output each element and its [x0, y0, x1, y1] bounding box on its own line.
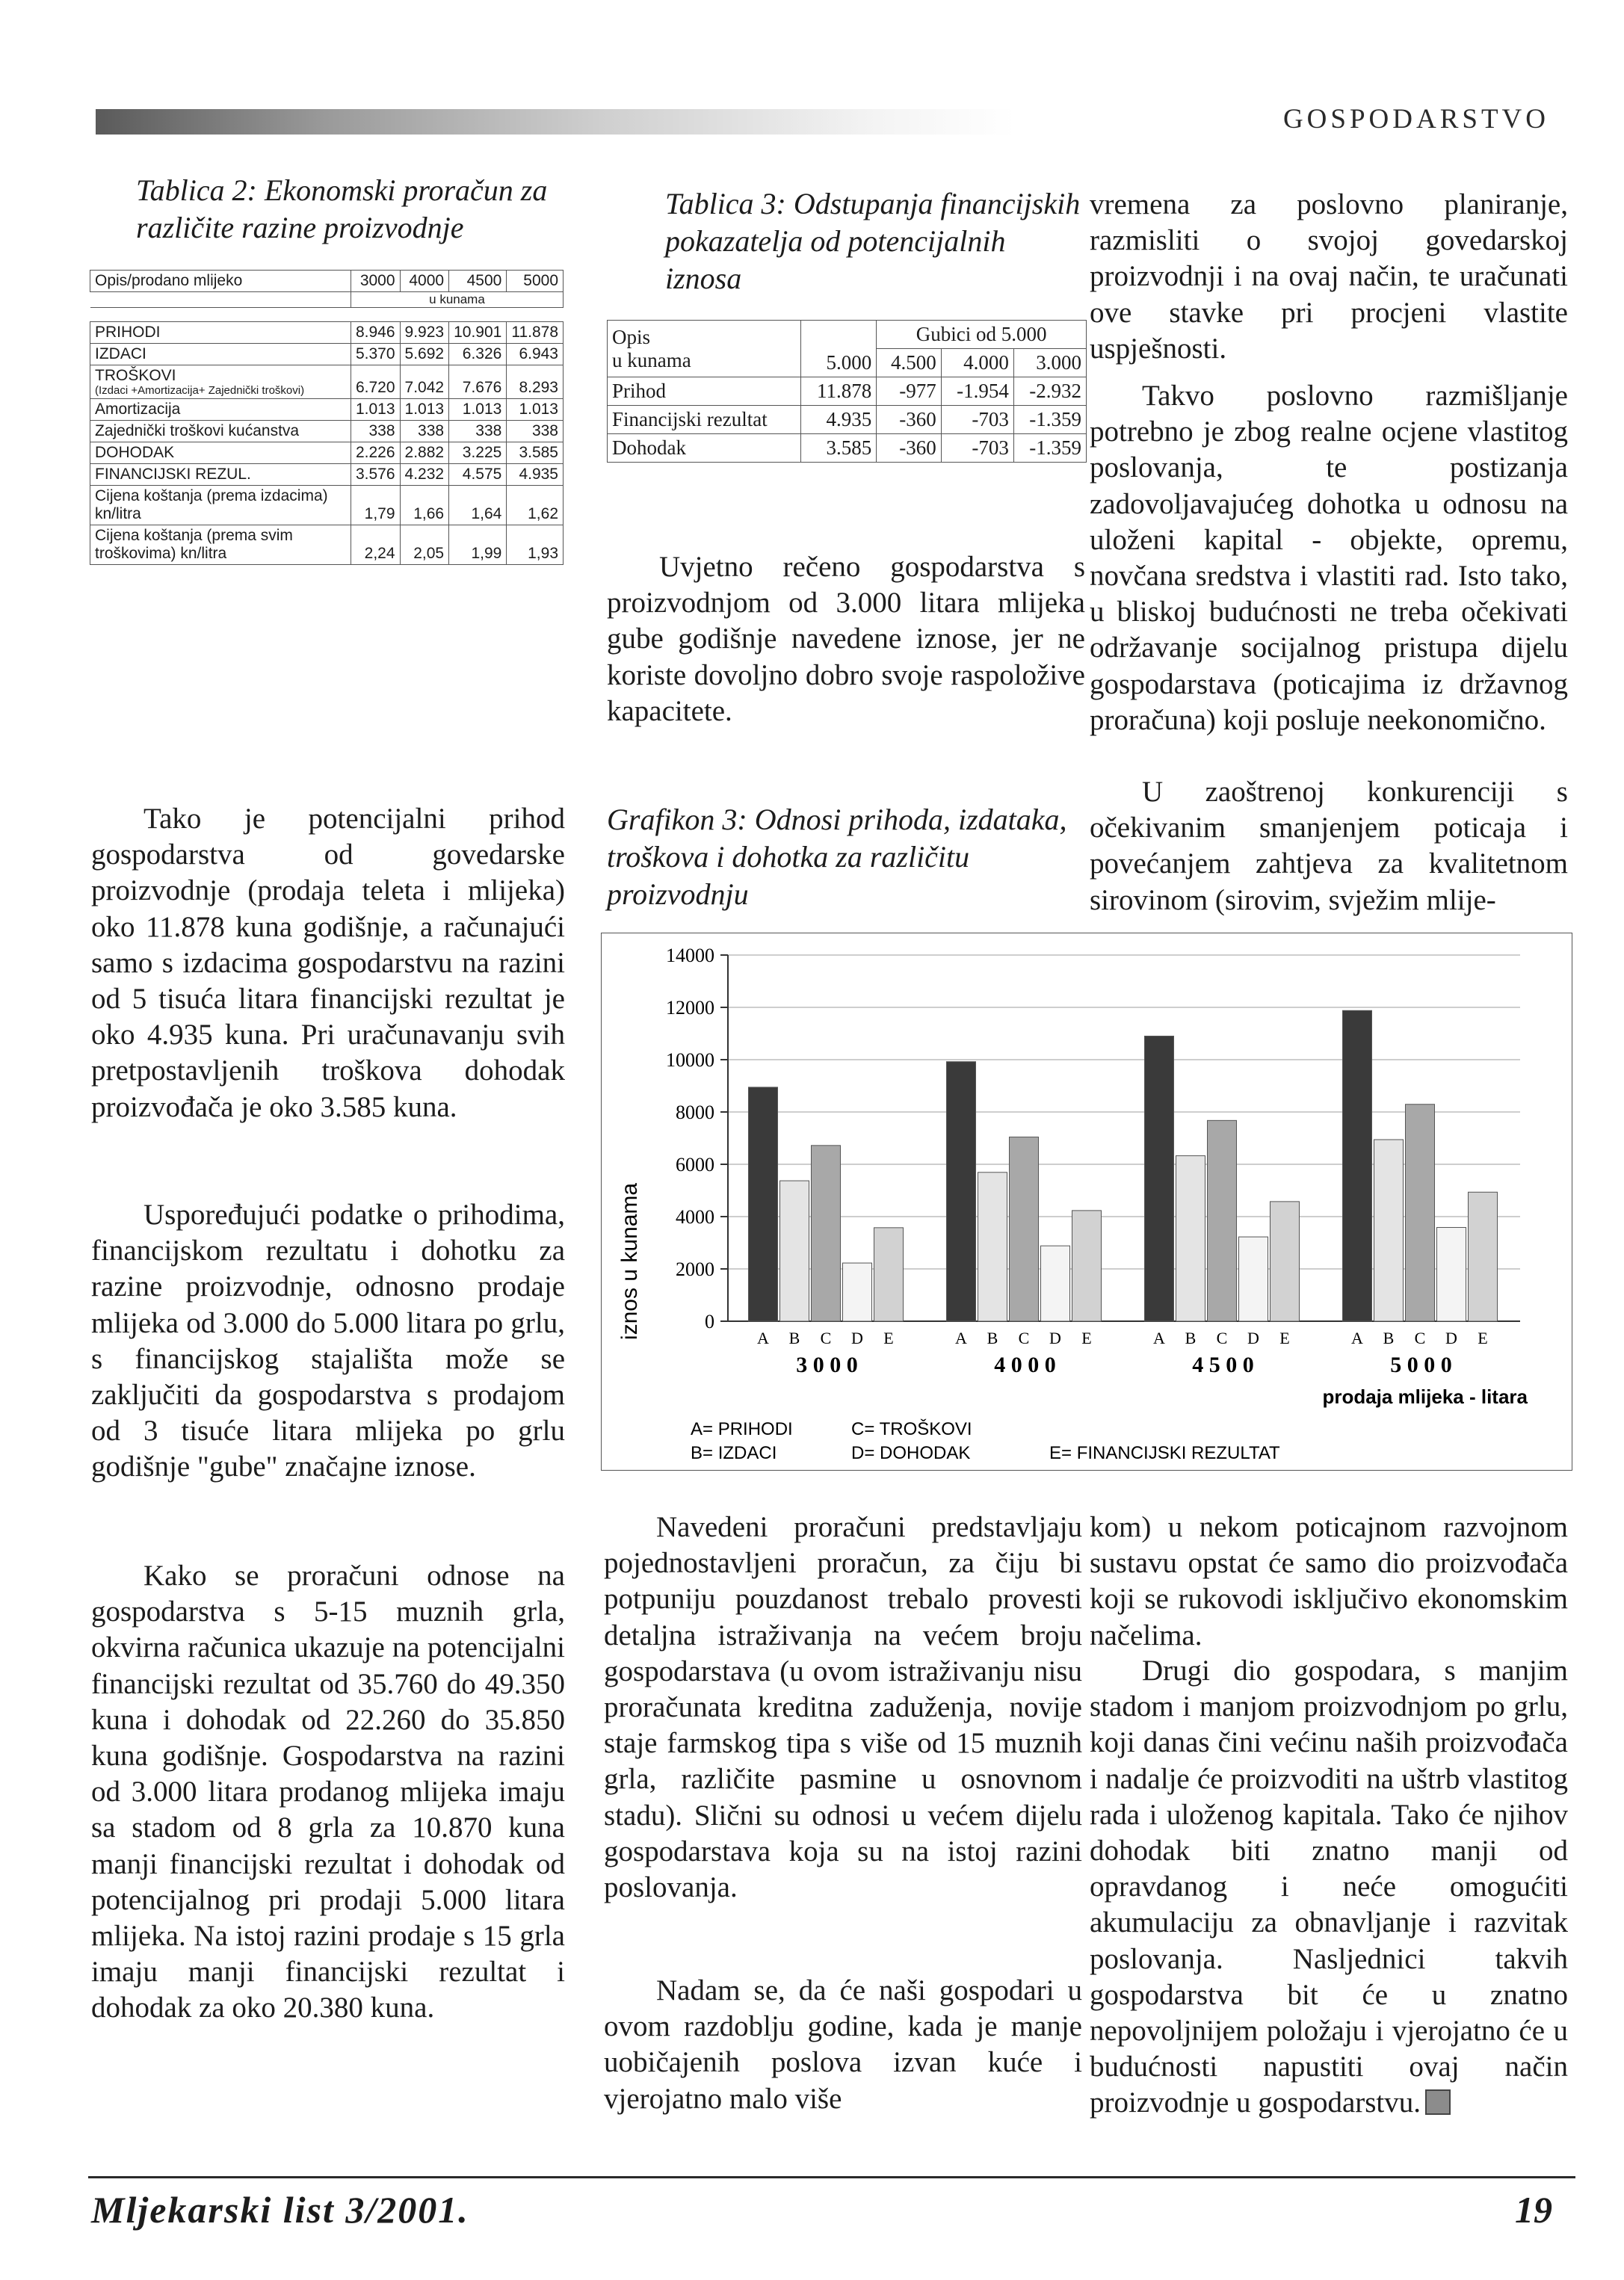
cell: -2.932 [1013, 377, 1086, 406]
bar-a [1145, 1036, 1174, 1321]
group-label: 4 5 0 0 [1192, 1353, 1254, 1377]
bar-letter: C [1414, 1329, 1426, 1347]
cell: -1.359 [1013, 434, 1086, 463]
journal-name: Mljekarski list 3/2001. [91, 2189, 469, 2231]
table-row [90, 525, 564, 565]
row-label: Cijena koštanja (prema izdacima) kn/litra [90, 486, 351, 525]
cell: 1.013 [400, 399, 449, 421]
table2-unit: u kunama [351, 292, 563, 308]
table3-unit-label: u kunama [612, 348, 691, 371]
legend-d: D= DOHODAK [851, 1443, 971, 1463]
cell: 3.576 [351, 464, 400, 486]
group-label: 4 0 0 0 [994, 1353, 1056, 1377]
bar-b [1374, 1140, 1404, 1321]
table3-head-opis [608, 321, 801, 377]
col2-paragraph-2: Navedeni proračuni predstavljaju pojednostavljeni proračun, za čiju bi potpuniju pouzdanost trebalo provesti detaljna istraživanja na većem broju gospodarstava (u ovom istraživanju nisu proračunata kreditna zaduženja, novije staje farmskog tipa s više od 15 muznih grla, različite pasmine u osnovnom stadu). Slični su odnosi u većem dijelu gospodarstava koja su na istoj razini poslovanja. [604, 1511, 1082, 1904]
bar-b [780, 1181, 809, 1321]
row-label: Cijena koštanja (prema svim troškovima) kn/litra [90, 525, 351, 565]
table2 [90, 270, 564, 565]
row-label: PRIHODI [90, 322, 351, 344]
bar-letter: C [1018, 1329, 1030, 1347]
table3-caption: Tablica 3: Odstupanja financijskih pokazatelja od potencijalnih iznosa [665, 187, 1081, 295]
table-row [608, 434, 1087, 463]
row-label [90, 365, 351, 399]
chart-caption: Grafikon 3: Odnosi prihoda, izdataka, troškova i dohotka za različitu proizvodnju [607, 803, 1067, 911]
cell: 4.935 [801, 406, 877, 434]
legend-b: B= IZDACI [691, 1443, 777, 1463]
y-tick-label: 2000 [676, 1258, 714, 1280]
group-label: 5 0 0 0 [1390, 1353, 1452, 1377]
table2-head-label: Opis/prodano mlijeko [90, 271, 351, 292]
cell: 2.882 [400, 442, 449, 464]
bar-letter: C [1216, 1329, 1228, 1347]
bar-letter: A [757, 1329, 769, 1347]
cell: 11.878 [801, 377, 877, 406]
y-tick-label: 12000 [666, 997, 714, 1019]
col3-paragraph-3: U zaoštrenoj konkurenciji s očekivanim smanjenjem poticaja i povećanjem zahtjeva za kvalitetnom sirovinom (sirovim, svježim mlije- [1090, 776, 1568, 916]
cell: 5.370 [351, 344, 400, 365]
page-number: 19 [1515, 2189, 1552, 2231]
bar-letter: C [820, 1329, 832, 1347]
bar-letter: E [1478, 1329, 1488, 1347]
cell: 338 [507, 421, 564, 442]
cell: 1.013 [507, 399, 564, 421]
bar-d [843, 1263, 872, 1321]
cell: -360 [877, 434, 942, 463]
table-row [90, 442, 564, 464]
cell: 7.676 [449, 365, 507, 399]
cell: 3.225 [449, 442, 507, 464]
row-label: Dohodak [608, 434, 801, 463]
col3-paragraph-5-text: Drugi dio gospodara, s manjim stadom i manjom proizvodnjom po grlu, koji danas čini većinu naših proizvođača i nadalje će proizvoditi na uštrb vlastitog rada i uloženog kapitala. Tako će njihov dohodak biti znatno manji od opravdanog i neće omogućiti akumulaciju za obnavljanje i razvitak poslovanja. Nasljednici takvih gospodarstva bit će u znatno nepovoljnijem položaju i vjerojatno će u budućnosti napustiti ovaj način proizvodnje u gospodarstvu. [1090, 1655, 1568, 2119]
table2-head-col: 4000 [400, 271, 449, 292]
bar-c [1406, 1105, 1435, 1321]
row-label: Financijski rezultat [608, 406, 801, 434]
table-row [90, 322, 564, 344]
cell: 1,93 [507, 525, 564, 565]
table3-subcol: 4.000 [941, 349, 1013, 377]
col3-paragraph-2: Takvo poslovno razmišljanje potrebno je zbog realne ocjene vlastitog poslovanja, te postizanja zadovoljavajućeg dohotka u odnosu na uloženi kapital - objekte, opremu, novčana sredstva i vlastiti rad. Isto tako, u bliskoj budućnosti ne treba očekivati održavanje socijalnog pristupa dijelu gospodarstava (poticajima iz državnog proračuna) koji posluje neekonomično. [1090, 380, 1568, 736]
cell: -703 [941, 434, 1013, 463]
col1-paragraph-2: Uspoređujući podatke o prihodima, financijskom rezultatu i dohotku za razine proizvodnje, odnosno prodaje mlijeka od 3.000 do 5.000 litara po grlu, s financijskog stajališta može se zaključiti da gospodarstva s prodajom od 3 tisuće litara mlijeka po grlu godišnje "gube" značajne iznose. [91, 1199, 565, 1483]
legend-e: E= FINANCIJSKI REZULTAT [1049, 1443, 1280, 1463]
cell: 4.935 [507, 464, 564, 486]
cell: 338 [351, 421, 400, 442]
table3-subcol: 4.500 [877, 349, 942, 377]
y-tick-label: 14000 [666, 945, 714, 966]
cell: 3.585 [801, 434, 877, 463]
bar-d [1239, 1237, 1268, 1321]
bar-chart [601, 933, 1572, 1471]
col1-paragraph-3: Kako se proračuni odnose na gospodarstva s 5-15 muznih grla, okvirna računica ukazuje na potencijalni financijski rezultat od 35.760 do 49.350 kuna i dohodak od 22.260 do 35.850 kuna godišnje. Gospodarstva na razini od 3.000 litara prodanog mlijeka imaju sa stadom od 8 grla za 10.870 kuna manji financijski rezultat i dohodak od potencijalnog pri prodaji 5.000 litara mlijeka. Na istoj razini prodaje s 15 grla imaju manji financijski rezultat i dohodak za oko 20.380 kuna. [91, 1560, 565, 2024]
bar-b [1176, 1156, 1205, 1321]
chart-ylabel: iznos u kunama [617, 1182, 642, 1341]
cell: -703 [941, 406, 1013, 434]
row-label: DOHODAK [90, 442, 351, 464]
table-row [90, 399, 564, 421]
bar-letter: A [955, 1329, 967, 1347]
chart-xlabel: prodaja mlijeka - litara [1322, 1385, 1528, 1408]
bar-letter: B [987, 1329, 998, 1347]
bar-letter: E [1081, 1329, 1092, 1347]
row-label: Prihod [608, 377, 801, 406]
bar-letter: E [1279, 1329, 1290, 1347]
table2-caption: Tablica 2: Ekonomski proračun za različite razine proizvodnje [136, 173, 548, 244]
group-label: 3 0 0 0 [796, 1353, 858, 1377]
col3-paragraph-5 [1090, 1653, 1568, 2122]
cell: 8.293 [507, 365, 564, 399]
bar-letter: D [851, 1329, 863, 1347]
table3-gubici-header: Gubici od 5.000 [877, 321, 1087, 349]
bar-a [1343, 1010, 1372, 1321]
row-label-main: TROŠKOVI [95, 367, 176, 384]
col2-paragraph-1: Uvjetno rečeno gospodarstva s proizvodnjom od 3.000 litara mlijeka gube godišnje navedene iznose, jer ne koriste dovoljno dobro svoje raspoložive kapacitete. [607, 551, 1085, 727]
cell: 9.923 [400, 322, 449, 344]
cell: 338 [449, 421, 507, 442]
table3-opis-label: Opis [612, 325, 651, 348]
cell: -1.954 [941, 377, 1013, 406]
legend-a: A= PRIHODI [691, 1419, 793, 1439]
cell: 4.232 [400, 464, 449, 486]
table-row [608, 406, 1087, 434]
table-row [90, 365, 564, 399]
bar-c [1208, 1120, 1237, 1321]
cell: 1.013 [449, 399, 507, 421]
bar-e [1469, 1192, 1498, 1321]
cell: 7.042 [400, 365, 449, 399]
col2-paragraph-3: Nadam se, da će naši gospodari u ovom razdoblju godine, kada je manje uobičajenih poslova izvan kuće i vjerojatno malo više [604, 1974, 1082, 2115]
bar-letter: A [1351, 1329, 1363, 1347]
bar-d [1437, 1228, 1466, 1321]
table-row [90, 464, 564, 486]
bar-letter: B [788, 1329, 800, 1347]
table-row [90, 486, 564, 525]
bar-a [947, 1062, 976, 1321]
cell: 2,24 [351, 525, 400, 565]
cell: 4.575 [449, 464, 507, 486]
bar-letter: D [1247, 1329, 1259, 1347]
bar-letter: B [1383, 1329, 1395, 1347]
bar-c [1010, 1137, 1039, 1321]
cell: 1,64 [449, 486, 507, 525]
bar-e [1072, 1211, 1102, 1321]
y-tick-label: 0 [705, 1311, 714, 1332]
header-gradient-bar [96, 109, 1015, 135]
section-title: GOSPODARSTVO [1282, 104, 1549, 135]
bar-b [978, 1173, 1007, 1321]
row-label: Zajednički troškovi kućanstva [90, 421, 351, 442]
cell: 6.326 [449, 344, 507, 365]
cell: 2,05 [400, 525, 449, 565]
bar-letter: D [1049, 1329, 1061, 1347]
row-label: Amortizacija [90, 399, 351, 421]
cell: 2.226 [351, 442, 400, 464]
table2-head-col: 3000 [351, 271, 400, 292]
y-tick-label: 10000 [666, 1049, 714, 1071]
bar-letter: D [1445, 1329, 1457, 1347]
bar-letter: E [883, 1329, 894, 1347]
bar-e [874, 1228, 904, 1321]
table2-head-col: 5000 [507, 271, 564, 292]
cell: 3.585 [507, 442, 564, 464]
table3 [607, 320, 1087, 463]
table3-subcol: 3.000 [1013, 349, 1086, 377]
table-row [608, 377, 1087, 406]
cell: 8.946 [351, 322, 400, 344]
row-label: IZDACI [90, 344, 351, 365]
cell: -977 [877, 377, 942, 406]
col1-paragraph-1: Tako je potencijalni prihod gospodarstva od govedarske proizvodnje (prodaja teleta i mlijeka) oko 11.878 kuna godišnje, a računajući samo s izdacima gospodarstvu na razini od 5 tisuća litara financijski rezultat je oko 4.935 kuna. Pri uračunavanju svih pretpostavljenih troškova dohodak proizvođača je oko 3.585 kuna. [91, 803, 565, 1123]
bar-e [1271, 1202, 1300, 1321]
footer-rule [88, 2176, 1575, 2178]
cell: 338 [400, 421, 449, 442]
end-of-article-icon [1425, 2089, 1451, 2115]
bar-letter: A [1153, 1329, 1165, 1347]
bar-a [749, 1087, 778, 1321]
cell: 1,62 [507, 486, 564, 525]
cell: 10.901 [449, 322, 507, 344]
cell: -360 [877, 406, 942, 434]
bar-c [812, 1146, 841, 1321]
col3-paragraph-1: vremena za poslovno planiranje, razmisliti o svojoj govedarskoj proizvodnji i na ovaj način, te uračunati ove stavke pri procjeni vlastite uspješnosti. [1090, 188, 1568, 365]
table-row [90, 344, 564, 365]
cell: 6.943 [507, 344, 564, 365]
col3-paragraph-4: kom) u nekom poticajnom razvojnom sustavu opstat će samo dio proizvođača koji se rukovodi isključivo ekonomskim načelima. [1090, 1511, 1568, 1652]
cell: 1,99 [449, 525, 507, 565]
cell: 11.878 [507, 322, 564, 344]
bar-letter: B [1185, 1329, 1197, 1347]
y-tick-label: 8000 [676, 1102, 714, 1123]
legend-c: C= TROŠKOVI [851, 1419, 972, 1439]
y-tick-label: 4000 [676, 1206, 714, 1228]
row-label: FINANCIJSKI REZUL. [90, 464, 351, 486]
y-tick-label: 6000 [676, 1154, 714, 1175]
cell: 1,66 [400, 486, 449, 525]
cell: 5.692 [400, 344, 449, 365]
table-row [90, 421, 564, 442]
table3-subcol: 5.000 [801, 349, 877, 377]
table2-head-col: 4500 [449, 271, 507, 292]
cell: 6.720 [351, 365, 400, 399]
row-label-note: (Izdaci +Amortizacija+ Zajednički troškovi) [95, 384, 305, 397]
cell: 1,79 [351, 486, 400, 525]
bar-d [1041, 1246, 1070, 1321]
cell: 1.013 [351, 399, 400, 421]
cell: -1.359 [1013, 406, 1086, 434]
